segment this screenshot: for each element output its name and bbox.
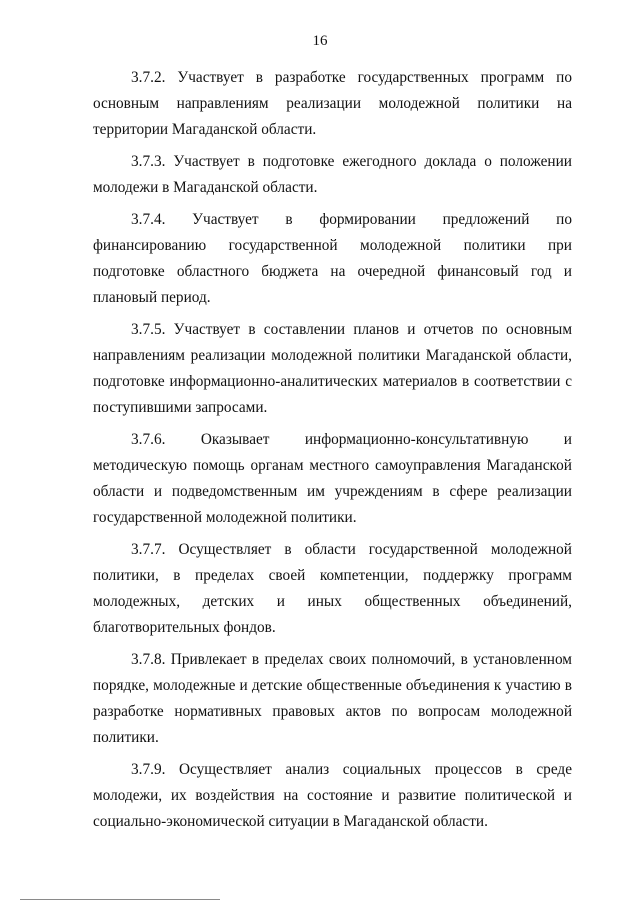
- paragraph-3-7-3: 3.7.3. Участвует в подготовке ежегодного доклада о положении молодежи в Магаданской области.: [93, 153, 572, 196]
- footer-rule: [20, 899, 220, 900]
- paragraph-3-7-2: 3.7.2. Участвует в разработке государственных программ по основным направлениям реализации молодежной политики на территории Магаданской области.: [93, 69, 572, 138]
- paragraph-3-7-7: 3.7.7. Осуществляет в области государственной молодежной политики, в пределах своей компетенции, поддержку программ молодежных, детских и иных общественных объединений, благотворительных фондов.: [93, 541, 572, 636]
- paragraph-3-7-8: 3.7.8. Привлекает в пределах своих полномочий, в установленном порядке, молодежные и детские общественные объединения к участию в разработке нормативных правовых актов по вопросам молодежной политики.: [93, 651, 572, 746]
- paragraph-3-7-5: 3.7.5. Участвует в составлении планов и отчетов по основным направлениям реализации молодежной политики Магаданской области, подготовке информационно-аналитических материалов в соответствии с поступившими запросами.: [93, 321, 572, 416]
- paragraph-3-7-6: 3.7.6. Оказывает информационно-консультативную и методическую помощь органам местного самоуправления Магаданской области и подведомственным им учреждениям в сфере реализации государственной молодежной политики.: [93, 431, 572, 526]
- page-number: 16: [312, 33, 328, 49]
- paragraph-3-7-4: 3.7.4. Участвует в формировании предложений по финансированию государственной молодежной политики при подготовке областного бюджета на очередной финансовый год и плановый период.: [93, 211, 572, 306]
- document-body: [93, 65, 572, 841]
- paragraph-3-7-9: 3.7.9. Осуществляет анализ социальных процессов в среде молодежи, их воздействия на состояние и развитие политической и социально-экономической ситуации в Магаданской области.: [93, 761, 572, 830]
